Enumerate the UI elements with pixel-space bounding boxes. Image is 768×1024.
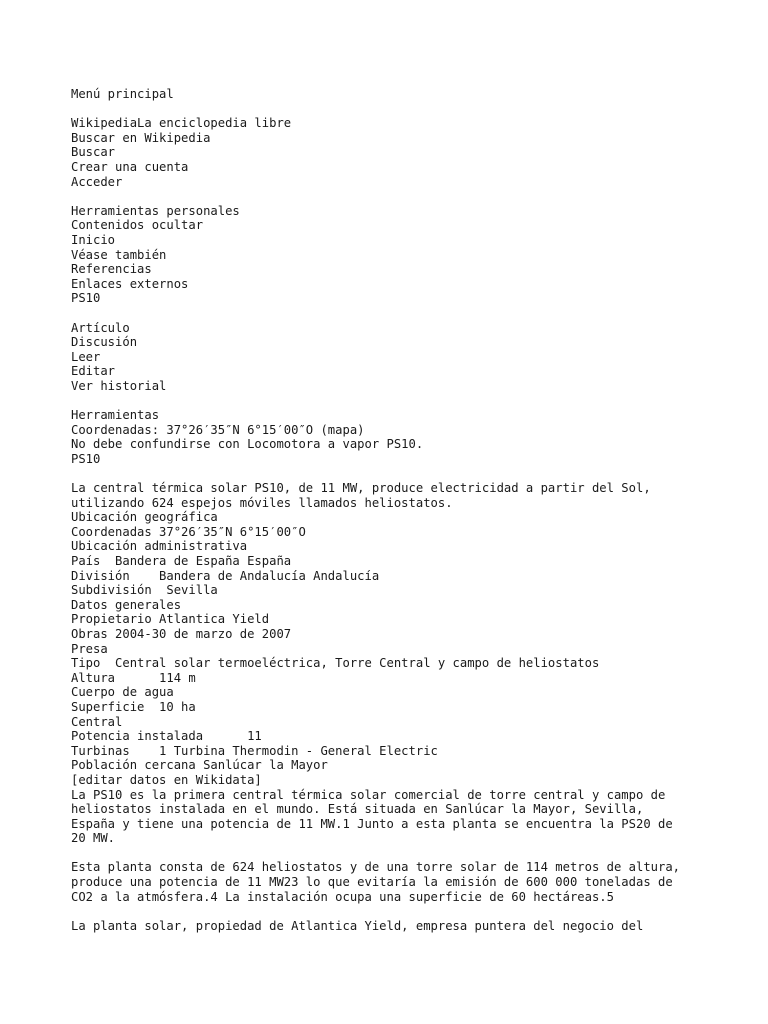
infobox-row-country: País Bandera de España España: [71, 554, 292, 568]
text-line: La PS10 es la primera central térmica solar comercial de torre central y campo de: [71, 787, 666, 802]
spacer: [71, 393, 761, 408]
spacer: [71, 189, 761, 204]
infobox-section-location: Ubicación geográfica: [71, 510, 218, 525]
infobox-row-type: Tipo Central solar termoeléctrica, Torre Central y campo de heliostatos: [71, 656, 600, 671]
infobox-section-admin: Ubicación administrativa: [71, 539, 248, 554]
spacer: [71, 846, 761, 861]
infobox-caption: utilizando 624 espejos móviles llamados heliostatos.: [71, 495, 453, 510]
spacer: [71, 466, 761, 481]
infobox-row-area: Superficie 10 ha: [71, 699, 196, 714]
toc-item-enlaces-externos[interactable]: Enlaces externos: [71, 276, 189, 291]
toc-item-inicio[interactable]: Inicio: [71, 232, 116, 247]
tab-talk[interactable]: Discusión: [71, 335, 138, 350]
spacer: [71, 102, 761, 117]
infobox-row-owner: Propietario Atlantica Yield: [71, 612, 270, 627]
infobox-row-height: Altura 114 m: [71, 670, 196, 685]
infobox-section-dam: Presa: [71, 641, 108, 656]
toc-item-vease-tambien[interactable]: Véase también: [71, 247, 167, 262]
infobox-row-turbines: Turbinas 1 Turbina Thermodin - General Electric: [71, 743, 438, 758]
text-line: Esta planta consta de 624 heliostatos y de una torre solar de 114 metros de altura,: [71, 860, 681, 875]
infobox-row-power: Potencia instalada 11: [71, 729, 262, 744]
coordinates: Coordenadas: 37°26′35″N 6°15′00″O (mapa): [71, 422, 365, 437]
infobox-row-subdivision: Subdivisión Sevilla: [71, 583, 218, 598]
hatnote: No debe confundirse con Locomotora a vapor PS10.: [71, 437, 424, 452]
main-menu-link[interactable]: Menú principal: [71, 87, 174, 101]
text-line: heliostatos instalada en el mundo. Está situada en Sanlúcar la Mayor, Sevilla,: [71, 802, 644, 817]
edit-wikidata-link[interactable]: [editar datos en Wikidata]: [71, 772, 262, 787]
text-line: CO2 a la atmósfera.4 La instalación ocupa una superficie de 60 hectáreas.5: [71, 889, 614, 904]
infobox-row-nearby-town: Población cercana Sanlúcar la Mayor: [71, 758, 328, 773]
infobox-row-coordinates: Coordenadas 37°26′35″N 6°15′00″O: [71, 524, 306, 539]
infobox: [71, 481, 761, 787]
search-input-label[interactable]: Buscar en Wikipedia: [71, 130, 211, 145]
text-line: 20 MW.: [71, 831, 116, 846]
tools-menu[interactable]: Herramientas: [71, 408, 160, 423]
spacer: [71, 306, 761, 321]
page-title: PS10: [71, 291, 101, 306]
login-link[interactable]: Acceder: [71, 174, 123, 189]
search-button[interactable]: Buscar: [71, 145, 116, 160]
paragraph-2: [71, 860, 761, 904]
infobox-section-water: Cuerpo de agua: [71, 685, 174, 700]
text-line: La planta solar, propiedad de Atlantica Yield, empresa puntera del negocio del: [71, 918, 644, 933]
tab-article[interactable]: Artículo: [71, 320, 130, 335]
tab-edit[interactable]: Editar: [71, 364, 116, 379]
infobox-section-general: Datos generales: [71, 597, 182, 612]
toc-toggle[interactable]: Contenidos ocultar: [71, 218, 204, 233]
spacer: [71, 904, 761, 919]
infobox-section-plant: Central: [71, 714, 123, 729]
create-account-link[interactable]: Crear una cuenta: [71, 159, 189, 174]
infobox-row-division: División Bandera de Andalucía Andalucía: [71, 568, 380, 583]
site-title-link[interactable]: WikipediaLa enciclopedia libre: [71, 116, 292, 131]
page-content: [71, 87, 761, 933]
infobox-row-works: Obras 2004-30 de marzo de 2007: [71, 626, 292, 641]
infobox-caption: La central térmica solar PS10, de 11 MW, produce electricidad a partir del Sol,: [71, 481, 651, 496]
toc-item-referencias[interactable]: Referencias: [71, 262, 152, 277]
tab-read[interactable]: Leer: [71, 349, 101, 364]
paragraph-3: [71, 919, 761, 934]
personal-tools-menu[interactable]: Herramientas personales: [71, 203, 240, 218]
infobox-title: PS10: [71, 451, 101, 466]
text-line: produce una potencia de 11 MW23 lo que evitaría la emisión de 600 000 toneladas de: [71, 875, 673, 890]
paragraph-1: [71, 788, 761, 846]
tab-history[interactable]: Ver historial: [71, 378, 167, 393]
text-line: España y tiene una potencia de 11 MW.1 Junto a esta planta se encuentra la PS20 de: [71, 816, 673, 831]
